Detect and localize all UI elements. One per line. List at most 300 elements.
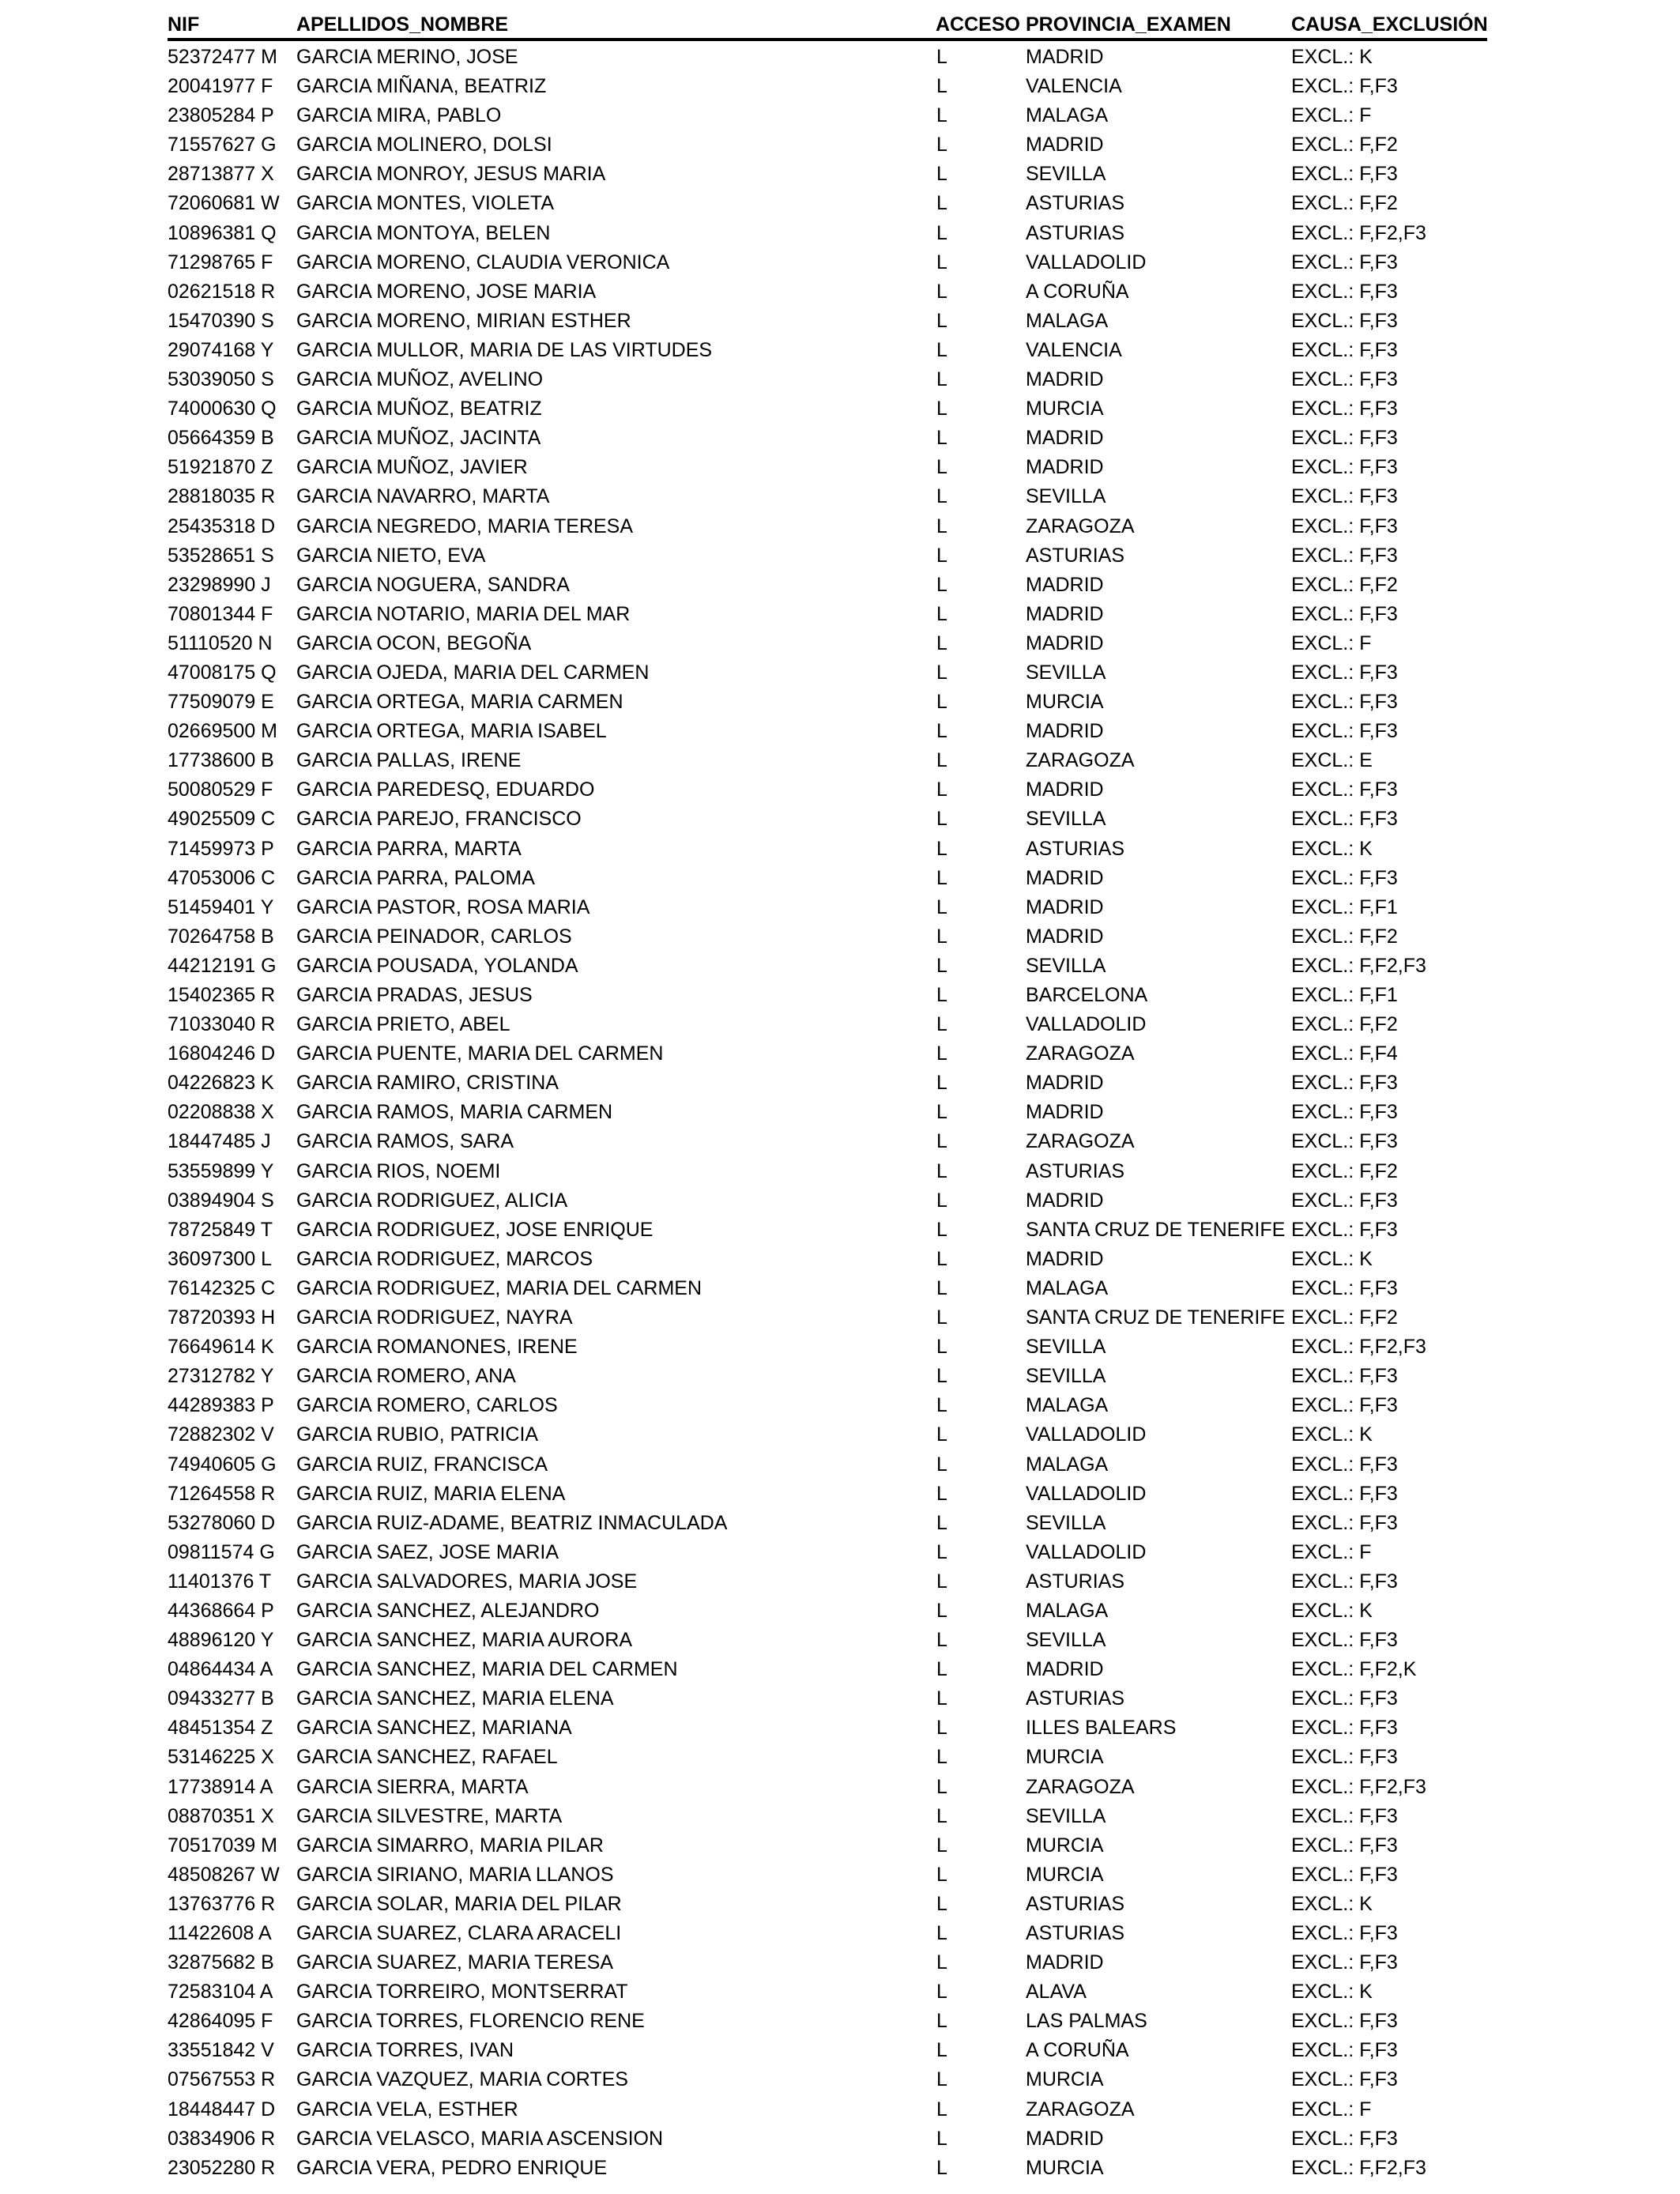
- cell-apellidos-nombre: GARCIA PAREDESQ, EDUARDO: [296, 778, 595, 801]
- cell-causa-exclusion: EXCL.: F,F3: [1291, 1922, 1398, 1944]
- cell-provincia-examen: SANTA CRUZ DE TENERIFE: [1026, 1306, 1286, 1329]
- cell-apellidos-nombre: GARCIA PEINADOR, CARLOS: [296, 925, 572, 948]
- cell-provincia-examen: ZARAGOZA: [1026, 1130, 1135, 1153]
- cell-apellidos-nombre: GARCIA MERINO, JOSE: [296, 46, 518, 68]
- cell-causa-exclusion: EXCL.: F,F2,F3: [1291, 1775, 1426, 1798]
- cell-nif: 15470390 S: [168, 309, 274, 332]
- cell-causa-exclusion: EXCL.: F,F3: [1291, 1072, 1398, 1095]
- cell-causa-exclusion: EXCL.: F,F3: [1291, 1394, 1398, 1417]
- cell-provincia-examen: MADRID: [1026, 925, 1104, 948]
- cell-nif: 29074168 Y: [168, 338, 274, 361]
- cell-acceso: L: [936, 602, 947, 625]
- table-row: [168, 835, 1487, 864]
- cell-nif: 70264758 B: [168, 925, 274, 948]
- cell-nif: 74940605 G: [168, 1453, 277, 1476]
- table-row: [168, 1567, 1487, 1596]
- table-row: [168, 130, 1487, 160]
- cell-causa-exclusion: EXCL.: F,F3: [1291, 1717, 1398, 1740]
- cell-provincia-examen: MURCIA: [1026, 2068, 1104, 2091]
- cell-acceso: L: [936, 1101, 947, 1124]
- cell-causa-exclusion: EXCL.: F,F3: [1291, 1687, 1398, 1710]
- cell-acceso: L: [936, 749, 947, 772]
- cell-nif: 13763776 R: [168, 1892, 276, 1915]
- cell-causa-exclusion: EXCL.: F,F3: [1291, 866, 1398, 889]
- table-row: [168, 1333, 1487, 1362]
- cell-acceso: L: [936, 1629, 947, 1652]
- cell-nif: 70517039 M: [168, 1834, 278, 1857]
- cell-causa-exclusion: EXCL.: F,F3: [1291, 1629, 1398, 1652]
- cell-nif: 03834906 R: [168, 2127, 276, 2150]
- cell-apellidos-nombre: GARCIA VELA, ESTHER: [296, 2098, 518, 2120]
- cell-acceso: L: [936, 1687, 947, 1710]
- cell-nif: 72060681 W: [168, 192, 280, 215]
- cell-causa-exclusion: EXCL.: F,F3: [1291, 2068, 1398, 2091]
- cell-causa-exclusion: EXCL.: F,F4: [1291, 1042, 1398, 1065]
- cell-acceso: L: [936, 720, 947, 743]
- cell-causa-exclusion: EXCL.: F,F3: [1291, 427, 1398, 450]
- cell-provincia-examen: SEVILLA: [1026, 808, 1106, 831]
- cell-causa-exclusion: EXCL.: K: [1291, 837, 1373, 860]
- cell-provincia-examen: MALAGA: [1026, 1453, 1109, 1476]
- cell-provincia-examen: ZARAGOZA: [1026, 515, 1135, 537]
- table-row: [168, 688, 1487, 717]
- cell-nif: 17738914 A: [168, 1775, 273, 1798]
- cell-nif: 51459401 Y: [168, 895, 274, 918]
- cell-nif: 76649614 K: [168, 1336, 274, 1359]
- cell-provincia-examen: MADRID: [1026, 1072, 1104, 1095]
- cell-nif: 52372477 M: [168, 46, 278, 68]
- cell-nif: 72583104 A: [168, 1981, 273, 2004]
- table-row: [168, 1127, 1487, 1156]
- cell-provincia-examen: MADRID: [1026, 631, 1104, 654]
- cell-acceso: L: [936, 631, 947, 654]
- cell-apellidos-nombre: GARCIA ORTEGA, MARIA ISABEL: [296, 720, 607, 743]
- table-row: [168, 2007, 1487, 2036]
- cell-causa-exclusion: EXCL.: K: [1291, 1423, 1373, 1446]
- cell-apellidos-nombre: GARCIA MUÑOZ, JACINTA: [296, 427, 541, 450]
- cell-provincia-examen: MURCIA: [1026, 1834, 1104, 1857]
- table-row: [168, 1743, 1487, 1772]
- cell-provincia-examen: SEVILLA: [1026, 1629, 1106, 1652]
- cell-provincia-examen: MADRID: [1026, 2127, 1104, 2150]
- cell-nif: 71298765 F: [168, 251, 273, 273]
- cell-apellidos-nombre: GARCIA SIRIANO, MARIA LLANOS: [296, 1863, 614, 1886]
- cell-apellidos-nombre: GARCIA SIMARRO, MARIA PILAR: [296, 1834, 604, 1857]
- cell-provincia-examen: MADRID: [1026, 427, 1104, 450]
- cell-apellidos-nombre: GARCIA MUÑOZ, BEATRIZ: [296, 398, 542, 420]
- cell-provincia-examen: VALENCIA: [1026, 75, 1122, 98]
- cell-causa-exclusion: EXCL.: F,F3: [1291, 720, 1398, 743]
- cell-nif: 76142325 C: [168, 1276, 276, 1299]
- cell-nif: 02621518 R: [168, 280, 276, 303]
- cell-causa-exclusion: EXCL.: F: [1291, 2098, 1372, 2120]
- table-row: [168, 160, 1487, 189]
- cell-causa-exclusion: EXCL.: F,F3: [1291, 1863, 1398, 1886]
- table-row: [168, 248, 1487, 277]
- header-nif: NIF: [168, 13, 200, 36]
- cell-nif: 32875682 B: [168, 1951, 274, 1974]
- cell-provincia-examen: ALAVA: [1026, 1981, 1087, 2004]
- cell-provincia-examen: MURCIA: [1026, 1746, 1104, 1769]
- cell-nif: 20041977 F: [168, 75, 273, 98]
- cell-causa-exclusion: EXCL.: F,F3: [1291, 544, 1398, 567]
- cell-acceso: L: [936, 925, 947, 948]
- cell-apellidos-nombre: GARCIA POUSADA, YOLANDA: [296, 954, 578, 977]
- cell-nif: 15402365 R: [168, 984, 276, 1006]
- cell-nif: 71557627 G: [168, 134, 277, 156]
- cell-apellidos-nombre: GARCIA MORENO, CLAUDIA VERONICA: [296, 251, 670, 273]
- cell-apellidos-nombre: GARCIA OJEDA, MARIA DEL CARMEN: [296, 661, 650, 684]
- cell-nif: 47008175 Q: [168, 661, 277, 684]
- cell-nif: 33551842 V: [168, 2039, 274, 2062]
- cell-apellidos-nombre: GARCIA PARRA, MARTA: [296, 837, 522, 860]
- cell-nif: 17738600 B: [168, 749, 274, 772]
- exclusion-list-table: [168, 11, 1488, 2179]
- cell-nif: 23052280 R: [168, 2156, 276, 2179]
- table-row: [168, 1362, 1487, 1391]
- cell-acceso: L: [936, 544, 947, 567]
- cell-acceso: L: [936, 573, 947, 596]
- table-row: [168, 717, 1487, 746]
- cell-acceso: L: [936, 1453, 947, 1476]
- table-row: [168, 336, 1487, 365]
- cell-causa-exclusion: EXCL.: F: [1291, 1540, 1372, 1563]
- cell-causa-exclusion: EXCL.: F,F2: [1291, 1306, 1398, 1329]
- cell-acceso: L: [936, 1042, 947, 1065]
- cell-provincia-examen: SEVILLA: [1026, 954, 1106, 977]
- cell-causa-exclusion: EXCL.: F,F3: [1291, 778, 1398, 801]
- cell-apellidos-nombre: GARCIA RAMOS, SARA: [296, 1130, 514, 1153]
- cell-causa-exclusion: EXCL.: F,F3: [1291, 2010, 1398, 2033]
- cell-acceso: L: [936, 1365, 947, 1388]
- cell-acceso: L: [936, 2068, 947, 2091]
- cell-acceso: L: [936, 866, 947, 889]
- cell-acceso: L: [936, 338, 947, 361]
- cell-nif: 08870351 X: [168, 1804, 274, 1827]
- cell-causa-exclusion: EXCL.: F,F3: [1291, 515, 1398, 537]
- cell-causa-exclusion: EXCL.: F,F3: [1291, 309, 1398, 332]
- table-row: [168, 2095, 1487, 2124]
- cell-apellidos-nombre: GARCIA SALVADORES, MARIA JOSE: [296, 1570, 638, 1593]
- cell-acceso: L: [936, 1394, 947, 1417]
- cell-apellidos-nombre: GARCIA SANCHEZ, RAFAEL: [296, 1746, 558, 1769]
- cell-nif: 71264558 R: [168, 1482, 276, 1505]
- cell-provincia-examen: MALAGA: [1026, 309, 1109, 332]
- cell-causa-exclusion: EXCL.: F,F3: [1291, 2127, 1398, 2150]
- table-row: [168, 1069, 1487, 1098]
- table-row: [168, 629, 1487, 658]
- cell-apellidos-nombre: GARCIA NOTARIO, MARIA DEL MAR: [296, 602, 631, 625]
- cell-causa-exclusion: EXCL.: F,F1: [1291, 984, 1398, 1006]
- cell-apellidos-nombre: GARCIA PASTOR, ROSA MARIA: [296, 895, 590, 918]
- cell-nif: 04864434 A: [168, 1658, 273, 1681]
- cell-causa-exclusion: EXCL.: F: [1291, 104, 1372, 127]
- cell-provincia-examen: MURCIA: [1026, 2156, 1104, 2179]
- cell-causa-exclusion: EXCL.: F,F3: [1291, 602, 1398, 625]
- cell-apellidos-nombre: GARCIA PRIETO, ABEL: [296, 1013, 510, 1036]
- cell-nif: 25435318 D: [168, 515, 276, 537]
- cell-acceso: L: [936, 104, 947, 127]
- cell-apellidos-nombre: GARCIA TORRES, FLORENCIO RENE: [296, 2010, 645, 2033]
- cell-nif: 11422608 A: [168, 1922, 272, 1944]
- cell-apellidos-nombre: GARCIA PARRA, PALOMA: [296, 866, 535, 889]
- cell-apellidos-nombre: GARCIA SANCHEZ, MARIA ELENA: [296, 1687, 614, 1710]
- cell-apellidos-nombre: GARCIA ROMERO, ANA: [296, 1365, 516, 1388]
- cell-nif: 28818035 R: [168, 485, 276, 508]
- table-row: [168, 746, 1487, 775]
- cell-apellidos-nombre: GARCIA PALLAS, IRENE: [296, 749, 522, 772]
- cell-acceso: L: [936, 1717, 947, 1740]
- table-row: [168, 1420, 1487, 1449]
- cell-nif: 16804246 D: [168, 1042, 276, 1065]
- cell-apellidos-nombre: GARCIA SUAREZ, MARIA TERESA: [296, 1951, 614, 1974]
- cell-acceso: L: [936, 1130, 947, 1153]
- table-row: [168, 1626, 1487, 1655]
- cell-provincia-examen: ASTURIAS: [1026, 1159, 1125, 1182]
- cell-causa-exclusion: EXCL.: F,F1: [1291, 895, 1398, 918]
- cell-acceso: L: [936, 1804, 947, 1827]
- cell-causa-exclusion: EXCL.: K: [1291, 1247, 1373, 1270]
- cell-acceso: L: [936, 1775, 947, 1798]
- cell-acceso: L: [936, 192, 947, 215]
- cell-nif: 77509079 E: [168, 691, 274, 714]
- table-row: [168, 219, 1487, 248]
- table-row: [168, 600, 1487, 629]
- cell-apellidos-nombre: GARCIA ORTEGA, MARIA CARMEN: [296, 691, 623, 714]
- cell-acceso: L: [936, 309, 947, 332]
- cell-nif: 53278060 D: [168, 1511, 276, 1534]
- cell-provincia-examen: VALLADOLID: [1026, 1540, 1147, 1563]
- cell-nif: 44212191 G: [168, 954, 277, 977]
- cell-apellidos-nombre: GARCIA MULLOR, MARIA DE LAS VIRTUDES: [296, 338, 713, 361]
- cell-nif: 09433277 B: [168, 1687, 274, 1710]
- table-row: [168, 1480, 1487, 1509]
- cell-causa-exclusion: EXCL.: K: [1291, 1981, 1373, 2004]
- cell-provincia-examen: ASTURIAS: [1026, 221, 1125, 244]
- cell-acceso: L: [936, 1599, 947, 1622]
- cell-acceso: L: [936, 2156, 947, 2179]
- cell-apellidos-nombre: GARCIA RUBIO, PATRICIA: [296, 1423, 539, 1446]
- table-row: [168, 1773, 1487, 1802]
- table-row: [168, 1098, 1487, 1127]
- cell-provincia-examen: MADRID: [1026, 573, 1104, 596]
- cell-acceso: L: [936, 1159, 947, 1182]
- cell-acceso: L: [936, 515, 947, 537]
- cell-acceso: L: [936, 1863, 947, 1886]
- cell-acceso: L: [936, 398, 947, 420]
- cell-acceso: L: [936, 954, 947, 977]
- table-row: [168, 512, 1487, 541]
- cell-causa-exclusion: EXCL.: F,F3: [1291, 1365, 1398, 1388]
- cell-provincia-examen: MADRID: [1026, 778, 1104, 801]
- cell-apellidos-nombre: GARCIA RODRIGUEZ, JOSE ENRIQUE: [296, 1218, 654, 1241]
- cell-causa-exclusion: EXCL.: F,F3: [1291, 1511, 1398, 1534]
- table-row: [168, 2154, 1487, 2183]
- cell-causa-exclusion: EXCL.: F,F3: [1291, 1453, 1398, 1476]
- cell-acceso: L: [936, 1072, 947, 1095]
- cell-nif: 48508267 W: [168, 1863, 280, 1886]
- cell-provincia-examen: SEVILLA: [1026, 485, 1106, 508]
- cell-nif: 18447485 J: [168, 1130, 271, 1153]
- table-row: [168, 1216, 1487, 1245]
- cell-provincia-examen: LAS PALMAS: [1026, 2010, 1147, 2033]
- cell-apellidos-nombre: GARCIA NOGUERA, SANDRA: [296, 573, 570, 596]
- cell-causa-exclusion: EXCL.: F,F3: [1291, 1746, 1398, 1769]
- cell-acceso: L: [936, 1511, 947, 1534]
- cell-provincia-examen: A CORUÑA: [1026, 280, 1129, 303]
- cell-acceso: L: [936, 2010, 947, 2033]
- cell-nif: 23805284 P: [168, 104, 274, 127]
- cell-apellidos-nombre: GARCIA MOLINERO, DOLSI: [296, 134, 552, 156]
- cell-provincia-examen: ZARAGOZA: [1026, 1775, 1135, 1798]
- cell-acceso: L: [936, 368, 947, 391]
- cell-provincia-examen: MADRID: [1026, 46, 1104, 68]
- cell-provincia-examen: VALLADOLID: [1026, 1423, 1147, 1446]
- cell-acceso: L: [936, 1189, 947, 1212]
- cell-causa-exclusion: EXCL.: K: [1291, 46, 1373, 68]
- cell-acceso: L: [936, 1482, 947, 1505]
- cell-provincia-examen: MADRID: [1026, 866, 1104, 889]
- table-row: [168, 2065, 1487, 2094]
- cell-apellidos-nombre: GARCIA RUIZ, FRANCISCA: [296, 1453, 548, 1476]
- cell-causa-exclusion: EXCL.: F,F3: [1291, 808, 1398, 831]
- cell-apellidos-nombre: GARCIA RIOS, NOEMI: [296, 1159, 501, 1182]
- cell-provincia-examen: VALLADOLID: [1026, 251, 1147, 273]
- cell-acceso: L: [936, 1922, 947, 1944]
- cell-provincia-examen: VALLADOLID: [1026, 1482, 1147, 1505]
- cell-nif: 03894904 S: [168, 1189, 274, 1212]
- cell-nif: 02669500 M: [168, 720, 278, 743]
- cell-causa-exclusion: EXCL.: F,F3: [1291, 1804, 1398, 1827]
- cell-acceso: L: [936, 1013, 947, 1036]
- cell-causa-exclusion: EXCL.: F,F2: [1291, 134, 1398, 156]
- cell-acceso: L: [936, 1336, 947, 1359]
- table-row: [168, 805, 1487, 834]
- table-row: [168, 1186, 1487, 1216]
- cell-causa-exclusion: EXCL.: F,F3: [1291, 661, 1398, 684]
- cell-acceso: L: [936, 1981, 947, 2004]
- cell-acceso: L: [936, 837, 947, 860]
- table-row: [168, 1274, 1487, 1303]
- cell-provincia-examen: MADRID: [1026, 1247, 1104, 1270]
- cell-apellidos-nombre: GARCIA OCON, BEGOÑA: [296, 631, 532, 654]
- cell-provincia-examen: ASTURIAS: [1026, 1892, 1125, 1915]
- cell-provincia-examen: MADRID: [1026, 456, 1104, 479]
- table-row: [168, 2036, 1487, 2065]
- cell-acceso: L: [936, 163, 947, 186]
- cell-nif: 02208838 X: [168, 1101, 274, 1124]
- cell-nif: 11401376 T: [168, 1570, 272, 1593]
- cell-nif: 49025509 C: [168, 808, 276, 831]
- table-row: [168, 424, 1487, 453]
- table-header: [168, 11, 1487, 38]
- cell-acceso: L: [936, 134, 947, 156]
- cell-provincia-examen: SEVILLA: [1026, 1804, 1106, 1827]
- cell-apellidos-nombre: GARCIA PAREJO, FRANCISCO: [296, 808, 582, 831]
- cell-apellidos-nombre: GARCIA VAZQUEZ, MARIA CORTES: [296, 2068, 628, 2091]
- header-divider: [168, 38, 1487, 41]
- cell-provincia-examen: ASTURIAS: [1026, 192, 1125, 215]
- cell-acceso: L: [936, 808, 947, 831]
- cell-causa-exclusion: EXCL.: F,F2: [1291, 1013, 1398, 1036]
- cell-apellidos-nombre: GARCIA TORREIRO, MONTSERRAT: [296, 1981, 628, 2004]
- table-row: [168, 1802, 1487, 1831]
- cell-nif: 71033040 R: [168, 1013, 276, 1036]
- cell-apellidos-nombre: GARCIA MIÑANA, BEATRIZ: [296, 75, 547, 98]
- cell-apellidos-nombre: GARCIA PRADAS, JESUS: [296, 984, 533, 1006]
- table-row: [168, 1860, 1487, 1890]
- cell-nif: 23298990 J: [168, 573, 271, 596]
- cell-nif: 04226823 K: [168, 1072, 274, 1095]
- cell-nif: 44289383 P: [168, 1394, 274, 1417]
- cell-apellidos-nombre: GARCIA SIERRA, MARTA: [296, 1775, 529, 1798]
- cell-provincia-examen: MADRID: [1026, 368, 1104, 391]
- table-row: [168, 365, 1487, 394]
- table-row: [168, 1919, 1487, 1948]
- table-row: [168, 189, 1487, 218]
- cell-apellidos-nombre: GARCIA RODRIGUEZ, NAYRA: [296, 1306, 573, 1329]
- cell-provincia-examen: MALAGA: [1026, 1276, 1109, 1299]
- cell-acceso: L: [936, 1570, 947, 1593]
- cell-apellidos-nombre: GARCIA SUAREZ, CLARA ARACELI: [296, 1922, 622, 1944]
- cell-apellidos-nombre: GARCIA MONTES, VIOLETA: [296, 192, 554, 215]
- cell-acceso: L: [936, 895, 947, 918]
- cell-provincia-examen: MADRID: [1026, 720, 1104, 743]
- table-row: [168, 1538, 1487, 1567]
- cell-causa-exclusion: EXCL.: F,F3: [1291, 75, 1398, 98]
- cell-provincia-examen: MADRID: [1026, 1951, 1104, 1974]
- table-row: [168, 1596, 1487, 1626]
- cell-provincia-examen: MADRID: [1026, 1189, 1104, 1212]
- cell-provincia-examen: ASTURIAS: [1026, 544, 1125, 567]
- table-row: [168, 1010, 1487, 1039]
- cell-acceso: L: [936, 251, 947, 273]
- cell-apellidos-nombre: GARCIA SOLAR, MARIA DEL PILAR: [296, 1892, 622, 1915]
- cell-provincia-examen: SEVILLA: [1026, 661, 1106, 684]
- cell-causa-exclusion: EXCL.: F,F2,F3: [1291, 2156, 1426, 2179]
- cell-nif: 51110520 N: [168, 631, 273, 654]
- table-row: [168, 541, 1487, 571]
- cell-apellidos-nombre: GARCIA TORRES, IVAN: [296, 2039, 514, 2062]
- cell-provincia-examen: SEVILLA: [1026, 1336, 1106, 1359]
- cell-provincia-examen: ILLES BALEARS: [1026, 1717, 1177, 1740]
- table-row: [168, 1890, 1487, 1919]
- cell-provincia-examen: SEVILLA: [1026, 163, 1106, 186]
- table-row: [168, 952, 1487, 981]
- table-row: [168, 72, 1487, 101]
- cell-nif: 18448447 D: [168, 2098, 276, 2120]
- cell-acceso: L: [936, 1834, 947, 1857]
- cell-acceso: L: [936, 456, 947, 479]
- cell-provincia-examen: ZARAGOZA: [1026, 2098, 1135, 2120]
- cell-acceso: L: [936, 1540, 947, 1563]
- cell-causa-exclusion: EXCL.: F,F3: [1291, 338, 1398, 361]
- cell-nif: 72882302 V: [168, 1423, 274, 1446]
- cell-nif: 78720393 H: [168, 1306, 276, 1329]
- cell-nif: 53528651 S: [168, 544, 274, 567]
- cell-provincia-examen: VALLADOLID: [1026, 1013, 1147, 1036]
- cell-provincia-examen: MALAGA: [1026, 1599, 1109, 1622]
- cell-apellidos-nombre: GARCIA ROMANONES, IRENE: [296, 1336, 578, 1359]
- cell-acceso: L: [936, 485, 947, 508]
- cell-apellidos-nombre: GARCIA RODRIGUEZ, MARCOS: [296, 1247, 593, 1270]
- cell-provincia-examen: MADRID: [1026, 1658, 1104, 1681]
- table-row: [168, 1039, 1487, 1069]
- table-row: [168, 453, 1487, 482]
- cell-acceso: L: [936, 1306, 947, 1329]
- cell-causa-exclusion: EXCL.: E: [1291, 749, 1373, 772]
- cell-apellidos-nombre: GARCIA RODRIGUEZ, MARIA DEL CARMEN: [296, 1276, 703, 1299]
